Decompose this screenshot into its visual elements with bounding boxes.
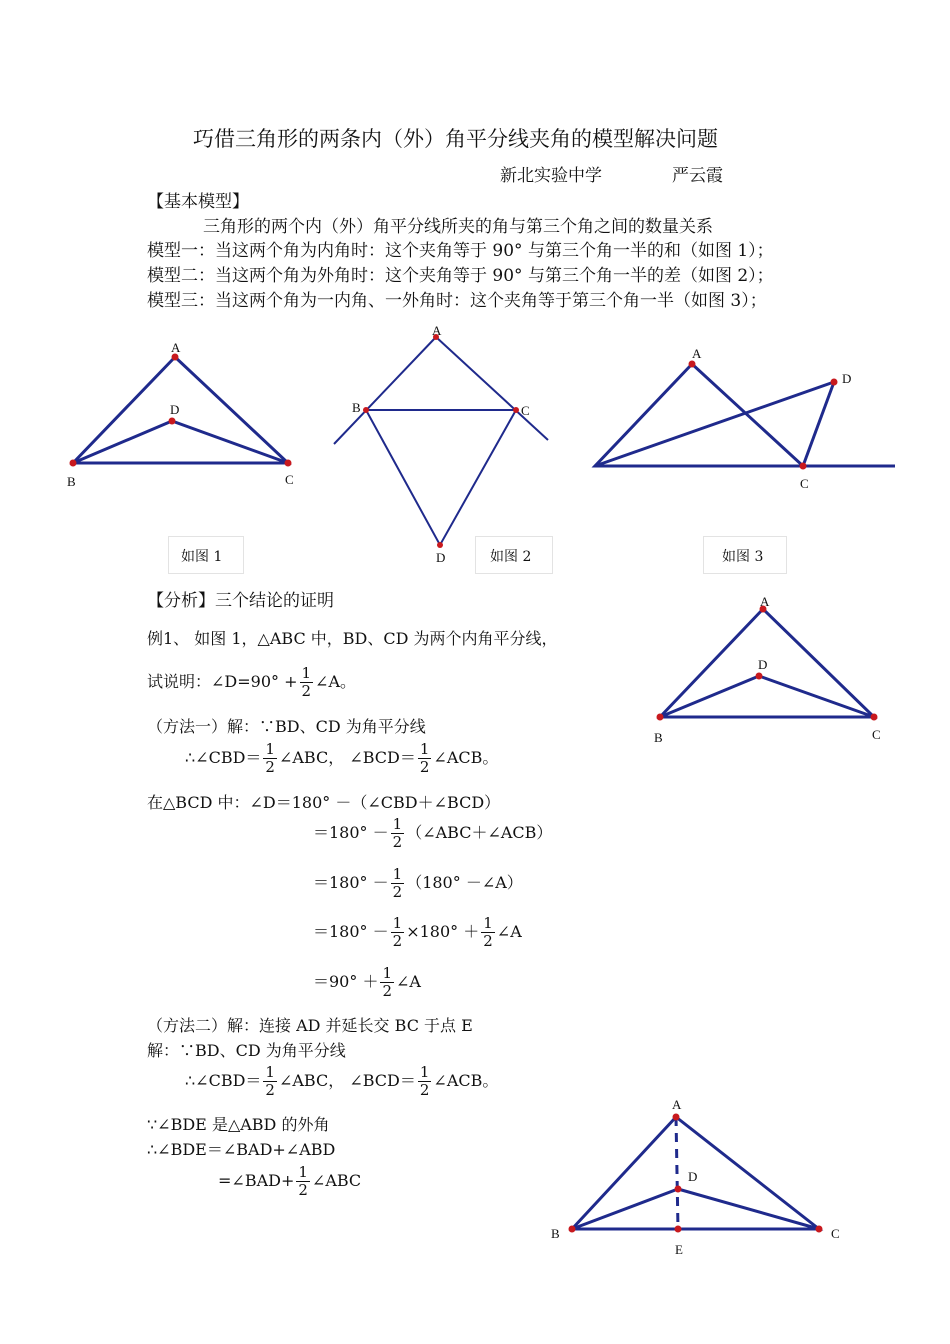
method-1-line-2: 在△BCD 中：∠D＝180° －（∠CBD＋∠BCD） <box>147 793 501 812</box>
intro-text: 三角形的两个内（外）角平分线所夹的角与第三个角之间的数量关系 <box>203 217 713 237</box>
fig3-label-d: D <box>842 371 852 386</box>
fraction-half: $\frac{1}{2}$ <box>419 1063 430 1099</box>
example-1-text: 例1、 如图 1，△ABC 中，BD、CD 为两个内角平分线， <box>147 629 558 648</box>
method-2-line-4: ∴∠BDE＝∠BAD+∠ABD <box>147 1140 336 1159</box>
fraction-half: $\frac{1}{2}$ <box>392 815 403 851</box>
example-1-ask: 试说明：∠D=90° + $\frac{1}{2}$ ∠A。 <box>147 664 357 700</box>
ex1-label-a: A <box>760 594 770 609</box>
fig1-label-b: B <box>67 474 76 489</box>
fraction-half: $\frac{1}{2}$ <box>265 740 275 776</box>
ex1-label-d: D <box>758 657 768 672</box>
method-2-line-1: 解：∵BD、CD 为角平分线 <box>147 1041 346 1060</box>
fraction-half: $\frac{1}{2}$ <box>483 914 493 950</box>
fraction-half: $\frac{1}{2}$ <box>419 740 430 776</box>
model-1-text: 模型一：当这两个角为内角时：这个夹角等于 90° 与第三个角一半的和（如图 1）； <box>147 241 774 261</box>
method-1-line-4: ＝180° － $\frac{1}{2}$ （180° －∠A） <box>313 865 523 901</box>
method-1-line-3: ＝180° － $\frac{1}{2}$ （∠ABC＋∠ACB） <box>313 815 553 851</box>
model-2-text: 模型二：当这两个角为外角时：这个夹角等于 90° 与第三个角一半的差（如图 2）； <box>147 266 774 286</box>
fig1-caption: 如图 1 <box>181 549 223 565</box>
fig3-label-a: A <box>692 346 702 361</box>
fig1-label-a: A <box>171 340 181 355</box>
fig3-label-c: C <box>800 476 809 491</box>
method-2-line-2: ∴∠CBD＝ $\frac{1}{2}$ ∠ABC， ∠BCD＝ $\frac{1}{2}$ ∠ACB。 <box>185 1063 499 1099</box>
method-1-line-6: ＝90° ＋ $\frac{1}{2}$ ∠A <box>313 964 421 1000</box>
fig2-caption-box <box>475 536 553 574</box>
section-basic-heading: 【基本模型】 <box>147 192 249 212</box>
analysis-heading: 【分析】三个结论的证明 <box>147 591 334 611</box>
figure-2 <box>334 337 548 545</box>
method-2-heading: （方法二）解：连接 AD 并延长交 BC 于点 E <box>147 1016 473 1035</box>
m2fig-label-a: A <box>672 1097 682 1112</box>
fraction-half: $\frac{1}{2}$ <box>298 1163 308 1199</box>
method-1-line-5: ＝180° － $\frac{1}{2}$ ×180° ＋ $\frac{1}{2}$ ∠A <box>313 914 522 950</box>
fig1-label-d: D <box>170 402 180 417</box>
method-2-line-3: ∵∠BDE 是△ABD 的外角 <box>147 1115 330 1134</box>
author-school: 新北实验中学 <box>500 166 602 186</box>
fig1-caption-box <box>168 536 244 574</box>
fig2-label-c: C <box>521 403 530 418</box>
fig3-caption: 如图 3 <box>722 549 764 565</box>
fig1-triangle-abc <box>73 357 288 463</box>
fraction-half: $\frac{1}{2}$ <box>382 964 392 1000</box>
fig1-label-c: C <box>285 472 294 487</box>
fig2-label-a: A <box>432 323 442 338</box>
m2fig-label-c: C <box>831 1226 840 1241</box>
m2fig-label-e: E <box>675 1242 683 1257</box>
fig2-label-b: B <box>352 400 361 415</box>
method-2-line-5: =∠BAD+ $\frac{1}{2}$ ∠ABC <box>218 1163 362 1199</box>
page-title: 巧借三角形的两条内（外）角平分线夹角的模型解决问题 <box>193 127 718 151</box>
ex1-label-b: B <box>654 730 663 745</box>
author-name: 严云霞 <box>672 166 723 186</box>
fig2-caption: 如图 2 <box>490 549 532 565</box>
fraction-half: $\frac{1}{2}$ <box>392 914 403 950</box>
ex1-label-c: C <box>872 727 881 742</box>
fraction-half: $\frac{1}{2}$ <box>265 1063 275 1099</box>
fraction-half: $\frac{1}{2}$ <box>392 865 403 901</box>
fig2-label-d: D <box>436 550 446 565</box>
m2fig-label-b: B <box>551 1226 560 1241</box>
method-1-line-1: ∴∠CBD＝ $\frac{1}{2}$ ∠ABC， ∠BCD＝ $\frac{1}{2}$ ∠ACB。 <box>185 740 499 776</box>
m2fig-label-d: D <box>688 1169 698 1184</box>
fig1-bisectors <box>73 421 288 463</box>
model-3-text: 模型三：当这两个角为一内角、一外角时：这个夹角等于第三个角一半（如图 3）； <box>147 291 767 311</box>
fig3-caption-box <box>703 536 787 574</box>
method-1-heading: （方法一）解：∵BD、CD 为角平分线 <box>147 717 426 736</box>
fraction-half: $\frac{1}{2}$ <box>301 664 312 700</box>
figure-1 <box>73 357 288 463</box>
